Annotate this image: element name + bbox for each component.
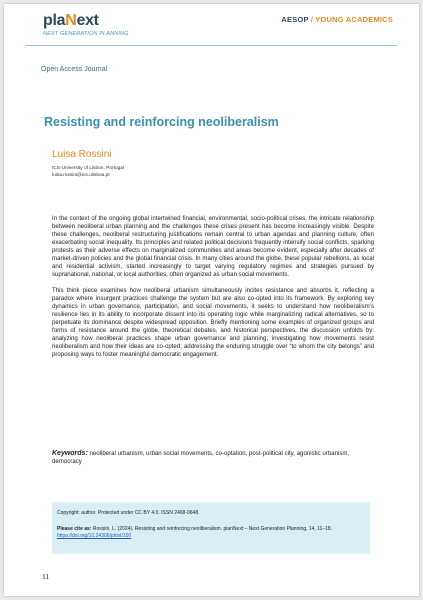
logo-subtitle: NEXT GENERATION PLANNING [43,31,129,37]
logo-prefix: pla [43,12,66,29]
copyright-notice: Copyright: author. Protected under CC BY 4.0. ISSN 2468-0648. [57,510,200,516]
logo-n: N [65,12,77,29]
logo-suffix: ext [76,12,99,29]
header-section-label [281,15,393,24]
author-affiliation-block [52,165,124,179]
header-separator: / [308,15,316,24]
doi-link[interactable]: https://doi.org/10.24306/plnxt/100 [57,533,132,539]
page-number: 11 [42,572,50,581]
cite-label: Please cite as: [57,526,92,532]
header-divider [26,45,397,46]
abstract [52,215,374,367]
keywords-text: neoliberal urbanism, urban social movements, co-optation, post-political city, agonistic urbanism, democracy [52,450,350,466]
journal-type: Open Access Journal [41,66,108,73]
journal-logo [43,12,99,30]
author-affiliation: ICS-University of Lisbon, Portugal [52,166,124,171]
keywords-label: Keywords: [52,450,88,457]
keywords [52,450,374,466]
header-org: AESOP [281,15,309,24]
abstract-paragraph: This think piece examines how neoliberal urbanism simultaneously incites resistance and absorbs it, reflecting a paradox where insurgent practices challenge the system but are also co-opted into its framework. By exploring key dynamics in urban governance, participation, and social movements, it seeks to understand how neoliberalism’s resilience lies in its ability to incorporate dissent into its operating logic while marginalizing radical alternatives, so to perpetuate its dominance despite widespread opposition. Briefly mentioning some examples of organized groups and forms of resistance around the globe, theoretical debates, and historical perspectives, the discussion unfolds by: analyzing how neoliberal practices shape urban governance and planning; investigating how movements resist neoliberalism and how their ideas are co-opted; addressing the enduring struggle over “to whom the city belongs” and proposing ways to foster meaningful democratic engagement. [52,286,374,359]
author-name: Luisa Rossini [52,149,112,160]
article-title: Resisting and reinforcing neoliberalism [44,115,279,129]
header-section: YOUNG ACADEMICS [315,15,393,24]
abstract-paragraph: In the context of the ongoing global intertwined financial, environmental, socio-political crises, the intricate relationship between neoliberal urban planning and the challenges these crises present has become increasingly visible. Despite these challenges, neoliberal restructuring justifications remain central to urban agendas and planning culture, often exacerbating social inequality. Its principles and related political decisions frequently intensify social conflicts, sparking protests as their adverse effects on marginalized communities and areas become evident, especially after decades of market-driven policies and the global financial crisis. In many cities around the globe, these popular rebellions, as local and residential activism, started increasingly to target varying regulatory regimes and strategies pursued by supranational, national, or local authorities, often organized as urban social movements. [52,215,374,279]
citation [57,526,365,540]
document-page [4,4,419,596]
author-email: luisa.rossini@ics.ulisboa.pt [52,173,110,178]
citation-info-box [52,502,370,554]
cite-text: Rossini, L. (2024). Resisting and reinforcing neoliberalism. planNext – Next Generation Planning, 14, 11–18. [91,526,333,532]
